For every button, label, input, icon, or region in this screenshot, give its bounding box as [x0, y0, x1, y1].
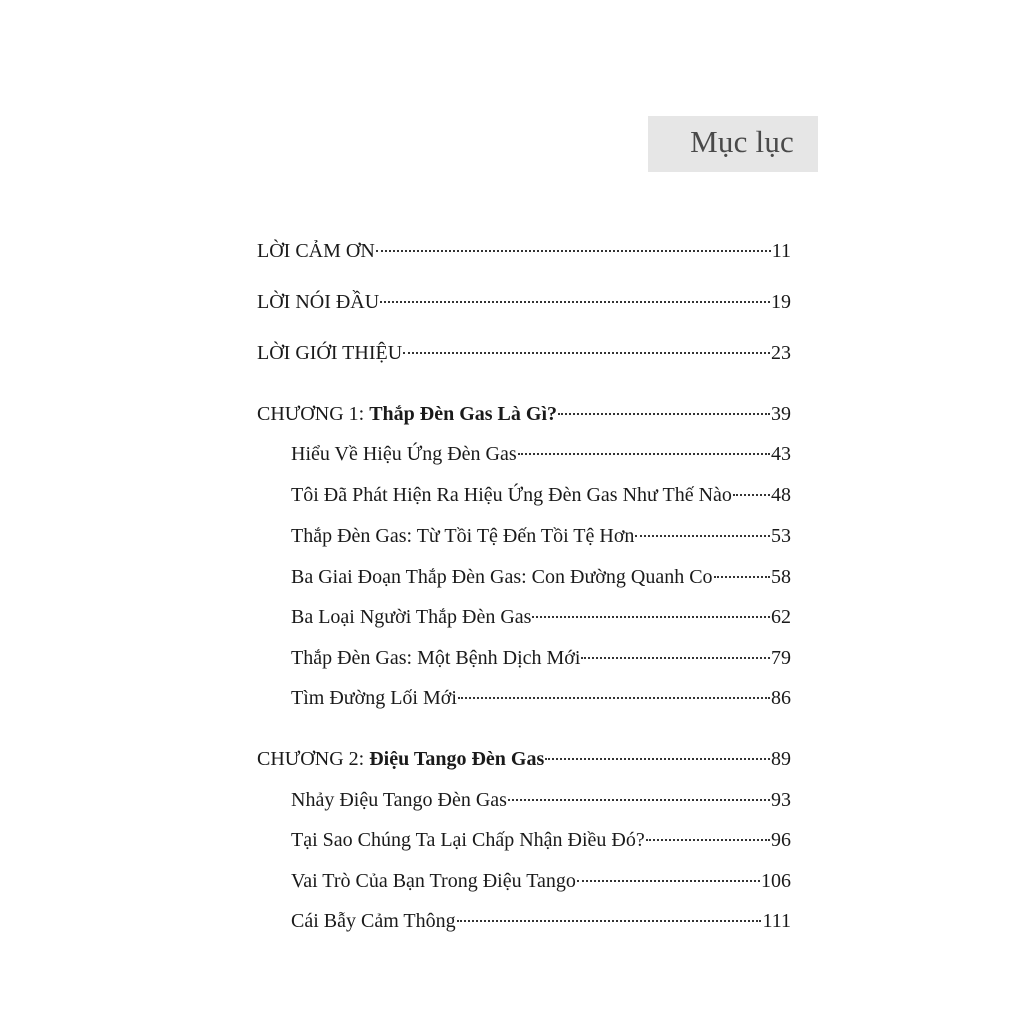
toc-entry-label: Nhảy Điệu Tango Đèn Gas: [291, 789, 507, 811]
dot-leader: [458, 697, 770, 699]
toc-entry-section[interactable]: [291, 564, 791, 590]
dot-leader: [532, 616, 770, 618]
toc-entry-page: 62: [771, 606, 791, 628]
toc-entry-section[interactable]: [291, 523, 791, 549]
toc-entry-section[interactable]: [291, 908, 791, 934]
dot-leader: [380, 301, 770, 303]
dot-leader: [581, 657, 770, 659]
toc-entry-page: 19: [771, 291, 791, 313]
toc-entry-page: 39: [771, 403, 791, 425]
toc-entry-label: Ba Loại Người Thắp Đèn Gas: [291, 606, 532, 628]
dot-leader: [403, 352, 770, 354]
toc-entry-label: Vai Trò Của Bạn Trong Điệu Tango: [291, 870, 576, 892]
toc-entry-label: Tìm Đường Lối Mới: [291, 687, 457, 709]
dot-leader: [646, 839, 770, 841]
toc-entry-page: 79: [771, 647, 791, 669]
toc-title: Mục lục: [690, 124, 794, 159]
toc-entry-section[interactable]: [291, 827, 791, 853]
dot-leader: [518, 453, 770, 455]
toc-entry-acknowledgements[interactable]: [257, 238, 791, 264]
toc-entry-page: 53: [771, 525, 791, 547]
toc-entry-label: Ba Giai Đoạn Thắp Đèn Gas: Con Đường Quanh Co: [291, 566, 713, 588]
toc-entry-section[interactable]: [291, 482, 791, 508]
dot-leader: [714, 576, 770, 578]
toc-entry-label: Cái Bẫy Cảm Thông: [291, 910, 456, 932]
toc-entry-section[interactable]: [291, 787, 791, 813]
dot-leader: [457, 920, 762, 922]
toc-entry-page: 96: [771, 829, 791, 851]
toc-entry-page: 58: [771, 566, 791, 588]
toc-entry-preface[interactable]: [257, 289, 791, 315]
toc-entry-page: 11: [771, 240, 791, 262]
chapter-title: Thắp Đèn Gas Là Gì?: [369, 403, 558, 425]
chapter-prefix: CHƯƠNG 1:: [257, 403, 370, 425]
toc-entry-page: 43: [771, 443, 791, 465]
toc-entry-page: 48: [771, 484, 791, 506]
toc-entry-page: 86: [771, 687, 791, 709]
toc-entry-section[interactable]: [291, 604, 791, 630]
toc-entry-label: LỜI CẢM ƠN: [257, 240, 375, 262]
dot-leader: [733, 494, 770, 496]
toc-entry-chapter-2[interactable]: [257, 746, 791, 772]
toc-entry-label: Thắp Đèn Gas: Một Bệnh Dịch Mới: [291, 647, 581, 669]
toc-entry-section[interactable]: [291, 441, 791, 467]
chapter-prefix: CHƯƠNG 2:: [257, 748, 370, 770]
toc-entry-label: Thắp Đèn Gas: Từ Tồi Tệ Đến Tồi Tệ Hơn: [291, 525, 635, 547]
dot-leader: [508, 799, 770, 801]
toc-entry-label: [257, 401, 557, 427]
toc-entry-section[interactable]: [291, 645, 791, 671]
chapter-title: Điệu Tango Đèn Gas: [369, 748, 545, 770]
dot-leader: [558, 413, 770, 415]
toc-entry-section[interactable]: [291, 685, 791, 711]
toc-entry-label: [257, 746, 544, 772]
dot-leader: [577, 880, 760, 882]
toc-entry-label: Tôi Đã Phát Hiện Ra Hiệu Ứng Đèn Gas Như Thế Nào: [291, 484, 732, 506]
toc-entry-introduction[interactable]: [257, 340, 791, 366]
toc-entry-label: Tại Sao Chúng Ta Lại Chấp Nhận Điều Đó?: [291, 829, 645, 851]
toc-entry-label: Hiểu Về Hiệu Ứng Đèn Gas: [291, 443, 517, 465]
toc-entry-chapter-1[interactable]: [257, 401, 791, 427]
toc-entry-page: 89: [771, 748, 791, 770]
toc-entry-page: 111: [762, 910, 791, 932]
toc-entry-page: 93: [771, 789, 791, 811]
toc-entry-label: LỜI GIỚI THIỆU: [257, 342, 403, 364]
toc-entry-page: 106: [761, 870, 791, 892]
dot-leader: [376, 250, 771, 252]
toc-entry-label: LỜI NÓI ĐẦU: [257, 291, 380, 313]
dot-leader: [635, 535, 770, 537]
dot-leader: [545, 758, 770, 760]
toc-entry-section[interactable]: [291, 868, 791, 894]
toc-entry-page: 23: [771, 342, 791, 364]
